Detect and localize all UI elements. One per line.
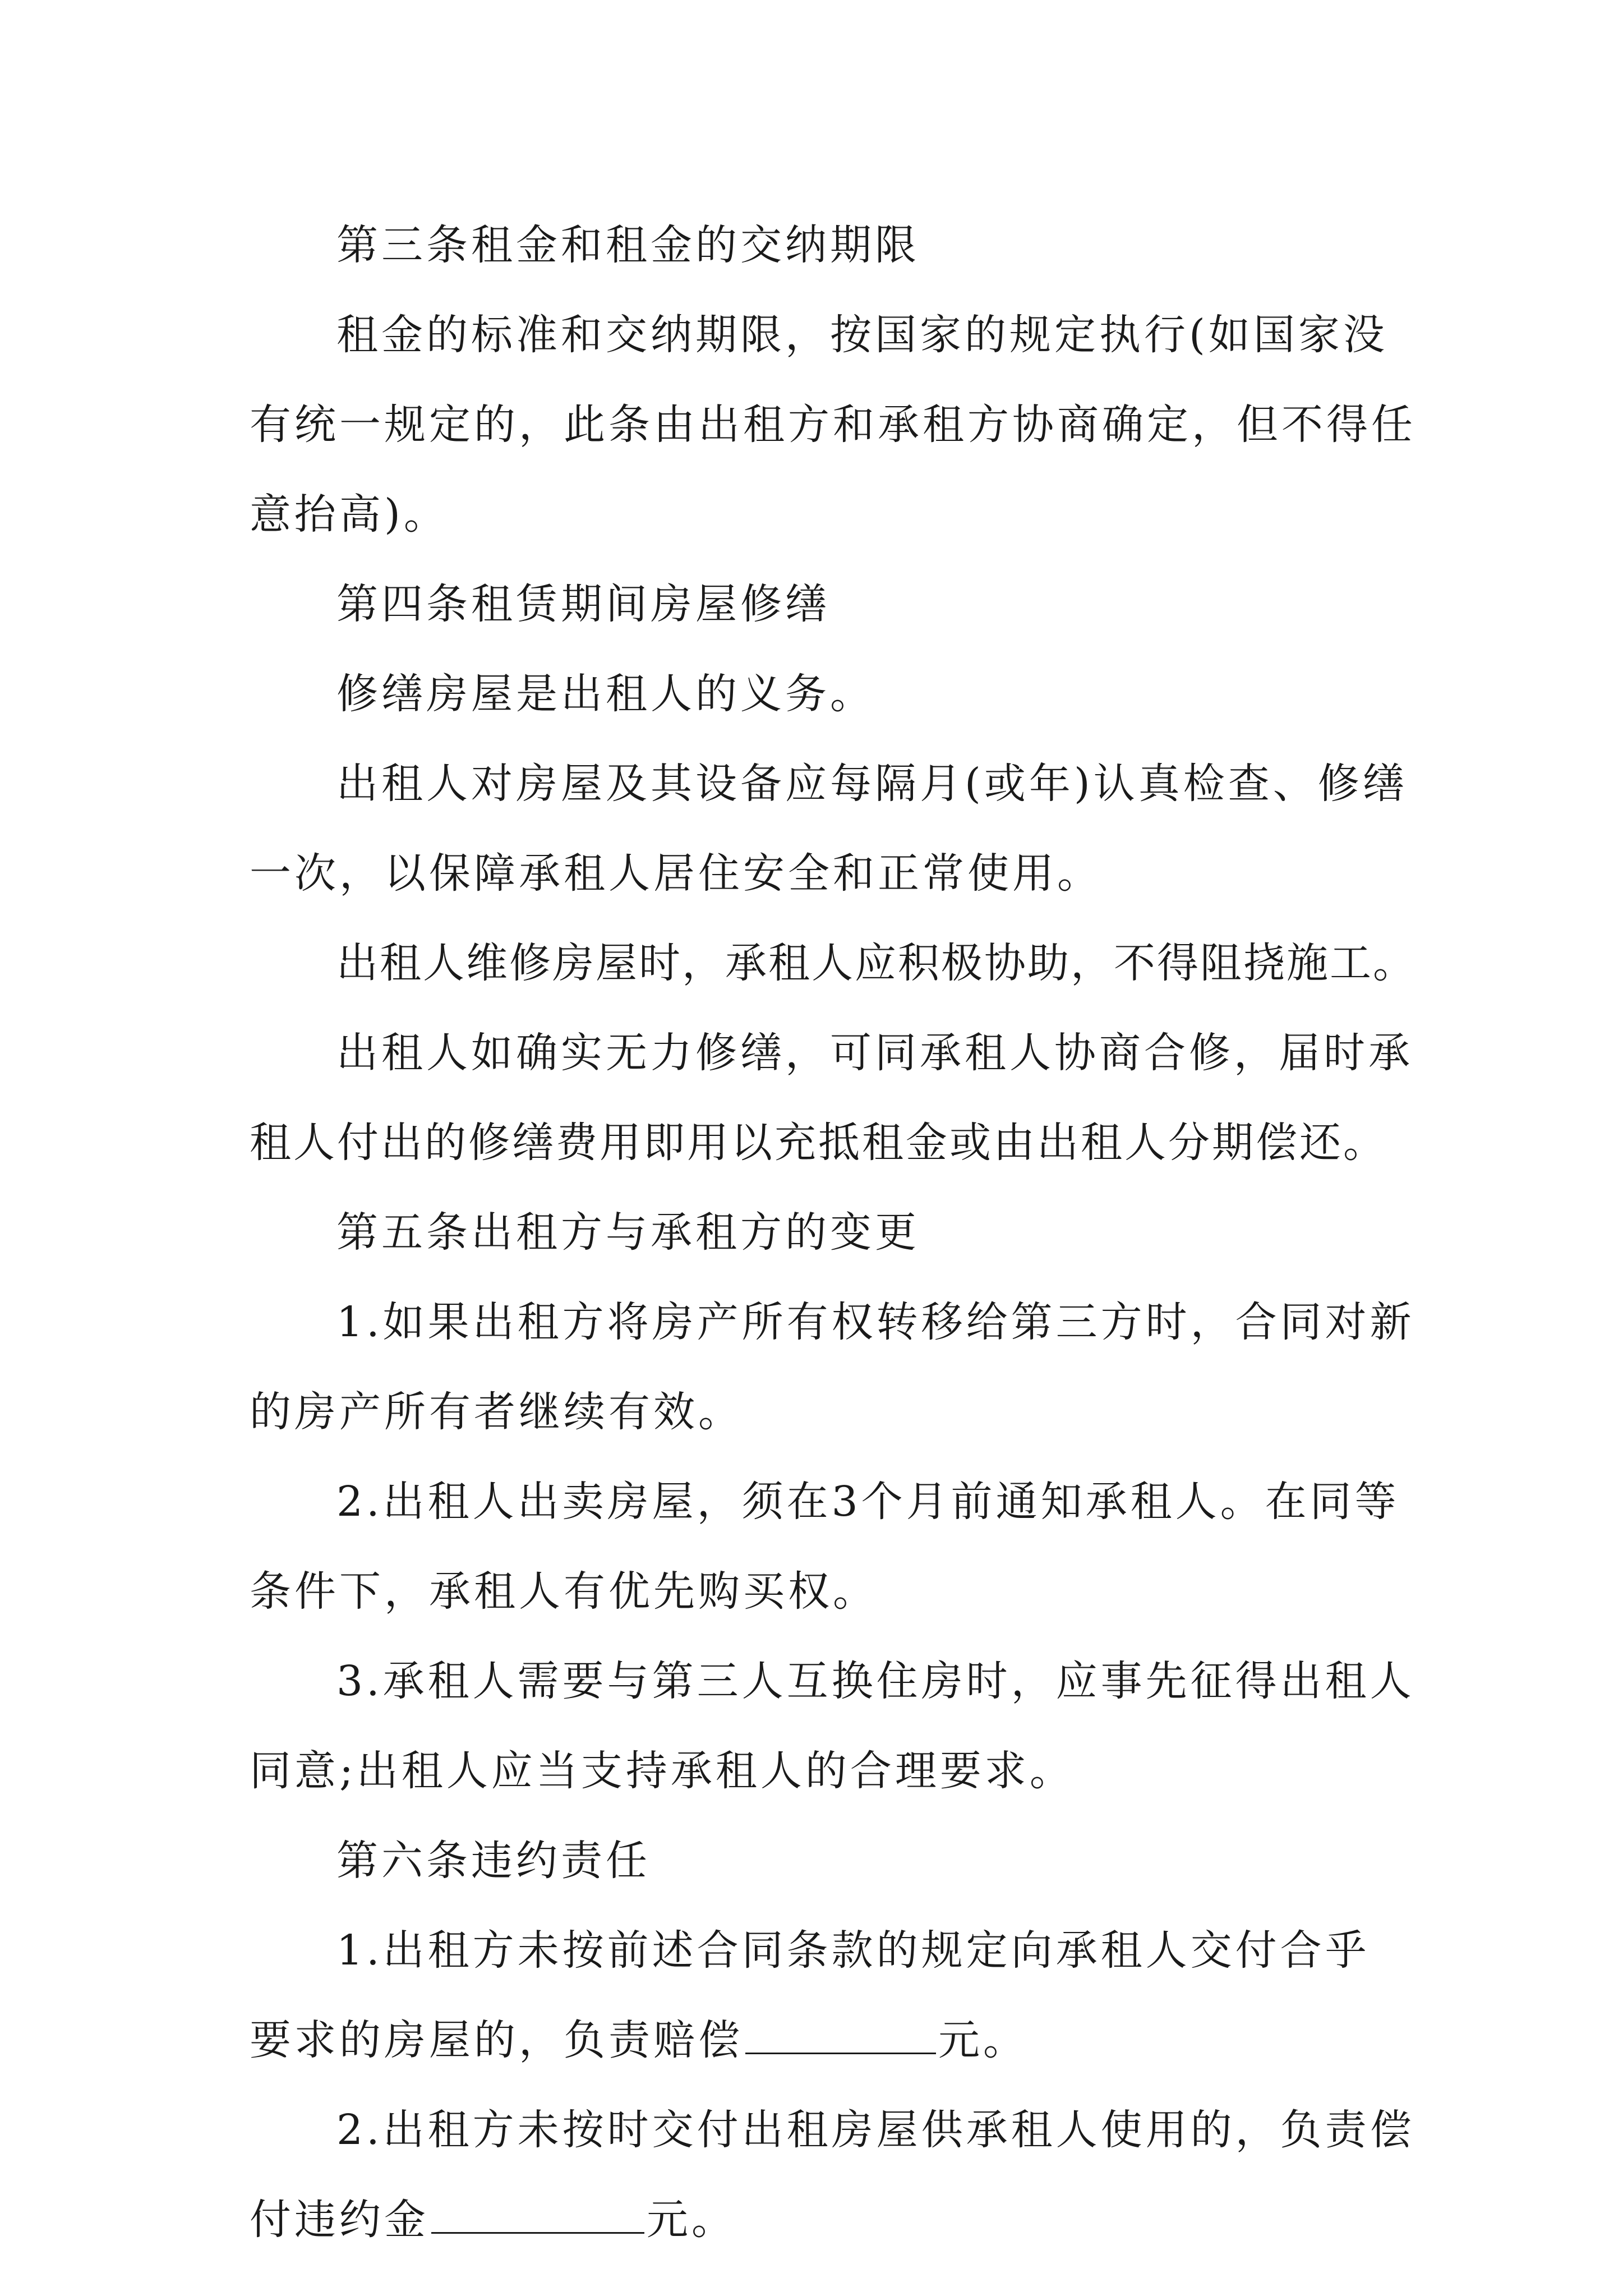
text-after-blank: 元。	[938, 2016, 1028, 2064]
amount-blank	[431, 2193, 644, 2234]
paragraph-line: 意抬高)。	[250, 490, 449, 539]
text-before-blank: 付违约金	[250, 2196, 429, 2244]
paragraph-line: 修缮房屋是出租人的义务。	[336, 670, 875, 718]
paragraph-line: 3.承租人需要与第三人互换住房时，应事先征得出租人	[336, 1657, 1415, 1705]
paragraph-line: 2.出租方未按时交付出租房屋供承租人使用的，负责偿	[336, 2106, 1415, 2154]
text-after-blank: 元。	[647, 2196, 736, 2244]
paragraph-line: 出租人如确实无力修缮，可同承租人协商合修，届时承	[336, 1029, 1413, 1077]
paragraph-line: 租人付出的修缮费用即用以充抵租金或由出租人分期偿还。	[250, 1119, 1387, 1167]
article-3-heading: 第三条租金和租金的交纳期限	[336, 221, 920, 269]
paragraph-line: 同意;出租人应当支持承租人的合理要求。	[250, 1747, 1075, 1795]
article-5-heading: 第五条出租方与承租方的变更	[336, 1208, 920, 1257]
paragraph-line: 的房产所有者继续有效。	[250, 1388, 743, 1436]
paragraph-line: 条件下，承租人有优先购买权。	[250, 1567, 878, 1616]
paragraph-line: 1.如果出租方将房产所有权转移给第三方时，合同对新	[336, 1298, 1415, 1346]
text-before-blank: 要求的房屋的，负责赔偿	[250, 2016, 743, 2064]
paragraph-line: 租金的标准和交纳期限，按国家的规定执行(如国家没	[336, 311, 1388, 359]
paragraph-line: 出租人维修房屋时，承租人应积极协助，不得阻挠施工。	[336, 939, 1416, 987]
article-6-heading: 第六条违约责任	[336, 1837, 651, 1885]
paragraph-line-with-blank	[250, 2192, 736, 2248]
paragraph-line: 有统一规定的，此条由出租方和承租方协商确定，但不得任	[250, 401, 1416, 449]
paragraph-line: 2.出租人出卖房屋，须在3个月前通知承租人。在同等	[336, 1478, 1400, 1526]
paragraph-line: 出租人对房屋及其设备应每隔月(或年)认真检查、修缮	[336, 760, 1408, 808]
paragraph-line-with-blank	[250, 2012, 1028, 2068]
paragraph-line: 1.出租方未按前述合同条款的规定向承租人交付合乎	[336, 1926, 1370, 1975]
paragraph-line: 一次，以保障承租人居住安全和正常使用。	[250, 849, 1102, 898]
article-4-heading: 第四条租赁期间房屋修缮	[336, 580, 830, 628]
amount-blank	[745, 2013, 936, 2054]
